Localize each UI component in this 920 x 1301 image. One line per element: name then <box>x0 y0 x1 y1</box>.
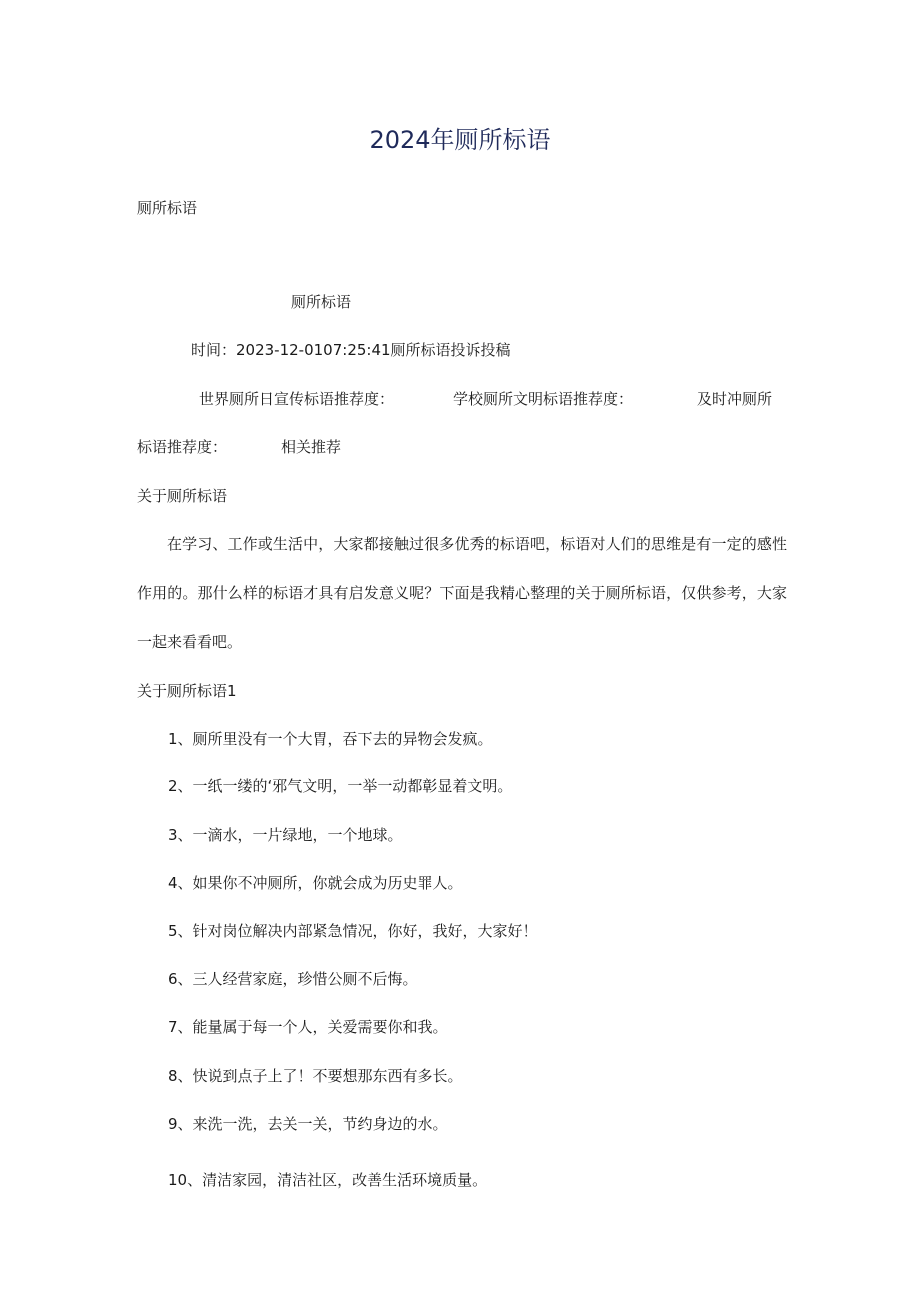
related-recommend-link[interactable]: 相关推荐 <box>281 438 342 456</box>
slogan-item: 4、如果你不冲厕所，你就会成为历史罪人。 <box>168 874 463 892</box>
recommend-item-1: 世界厕所日宣传标语推荐度： <box>199 390 395 408</box>
slogan-item: 7、能量属于每一个人，关爱需要你和我。 <box>168 1018 448 1036</box>
document-title: 2024年厕所标语 <box>369 126 551 154</box>
slogan-item: 6、三人经营家庭，珍惜公厕不后悔。 <box>168 970 418 988</box>
slogan-item: 5、针对岗位解决内部紧急情况，你好，我好，大家好！ <box>168 922 538 940</box>
intro-paragraph: 在学习、工作或生活中，大家都接触过很多优秀的标语吧，标语对人们的思维是有一定的感性作用的。那什么样的标语才具有启发意义呢？下面是我精心整理的关于厕所标语，仅供参考，大家一起来看看吧。 <box>137 535 787 651</box>
meta-line: 时间：2023-12-0107:25:41厕所标语投诉投稿 <box>191 341 511 359</box>
header-label: 厕所标语 <box>137 199 198 217</box>
section-heading-1: 关于厕所标语1 <box>137 682 237 700</box>
recommend-item-2: 学校厕所文明标语推荐度： <box>453 390 634 408</box>
slogan-item: 9、来洗一洗，去关一关，节约身边的水。 <box>168 1115 448 1133</box>
slogan-item: 1、厕所里没有一个大胃，吞下去的异物会发疯。 <box>168 730 493 748</box>
recommend-item-3-part2: 标语推荐度： <box>137 438 228 456</box>
recommend-item-3-part1: 及时冲厕所 <box>697 390 773 408</box>
slogan-item: 8、快说到点子上了！不要想那东西有多长。 <box>168 1067 463 1085</box>
slogan-item: 2、一纸一缕的‘邪气文明，一举一动都彰显着文明。 <box>168 777 513 795</box>
subtitle: 厕所标语 <box>291 293 352 311</box>
slogan-item: 10、清洁家园，清洁社区，改善生活环境质量。 <box>168 1171 488 1189</box>
section-heading-about: 关于厕所标语 <box>137 487 228 505</box>
slogan-item: 3、一滴水，一片绿地，一个地球。 <box>168 826 403 844</box>
